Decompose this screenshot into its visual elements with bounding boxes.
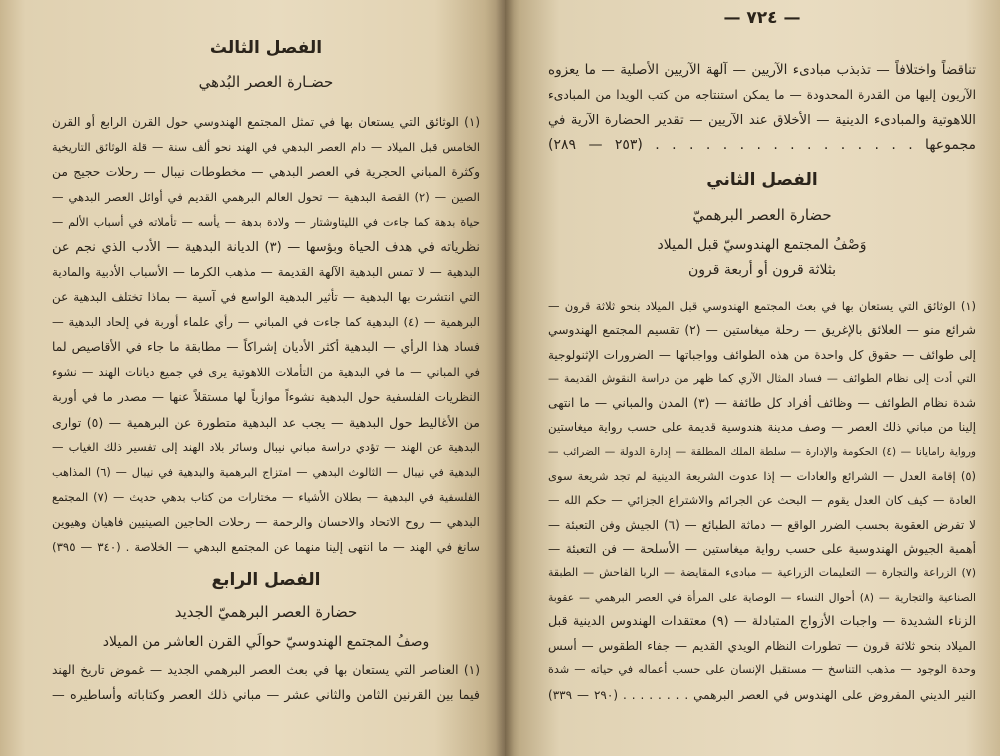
text-line: فساد هذا الرأي — البدهية أكثر الأديان إشراكاً — مطابقة ما جاء في الأقاصيص لما bbox=[52, 340, 480, 354]
text-line: فيما بين القرنين الثامن والثاني عشر — مباني ذلك العصر وكتاباته وأساطيره — bbox=[52, 688, 480, 703]
text-line: (٧) الزراعة والتجارة — التعليمات الزراعية — مبادىء المقايضة — الربا الفاحش — الطبقة bbox=[548, 566, 976, 580]
text-line: (١) العناصر التي يستعان بها في بعث العصر البرهمي الجديد — غموض تاريخ الهند bbox=[52, 663, 480, 677]
text-line: التي أدت إلى نظام الطوائف — فساد المثال الآري كما ظهر من دراسة النقوش القديمة — bbox=[548, 371, 976, 385]
previous-chapter-summary-end bbox=[548, 58, 976, 158]
text-line: نظرياته في هدف الحياة وبؤسها — (٣) الديانة البدهية — الأدب الذي نجم عن bbox=[52, 240, 480, 255]
chapter-heading: الفصل الثالث bbox=[209, 38, 323, 58]
text-line: في المباني — ما في البدهية من التأملات اللاهوتية يرى في جميع ديانات الهند — نشوء bbox=[52, 365, 480, 379]
text-line: (٥) إقامة العدل — الشرائع والعادات — إذا عدوت الشريعة الدينية لم تجد شريعة سوى bbox=[548, 469, 976, 484]
text-line: سانغ في الهند — ما انتهى إلينا منهما عن المجتمع البدهي — الخلاصة . (٣٤٠ — ٣٩٥) bbox=[52, 540, 480, 554]
text-line: الزناء الشديدة — واجبات الأزواج المتبادلة — (٩) معتقدات الهندوس الدينية قبل bbox=[548, 613, 976, 629]
text-line: شدة نظام الطوائف — وظائف أفراد كل طائفة — (٣) المدن والمباني — ما انتهى bbox=[548, 396, 976, 411]
chapter-title: حضارة العصر البرهميّ الجديد bbox=[174, 603, 358, 621]
text-line: من الأغاليط حول البدهية — يجب عد البدهية متطورة عن البرهمية — (٥) توارى bbox=[52, 415, 480, 430]
text-line: شرائع منو — العلائق بالإغريق — رحلة ميغاستين — (٢) تقسيم المجتمع الهندوسي bbox=[548, 323, 976, 338]
text-line: لا تفرض العقوبة بحسب الضرر الواقع — دماثة الطبائع — (٦) الجيش وفن التعبئة — bbox=[548, 517, 976, 532]
text-line: حياة بدهة كما جاءت في الليتاوشتار — ولادة بدهة — يأسه — تأملاته في أسباب الألم — bbox=[52, 216, 480, 229]
text-line: العادة — كيف كان العدل يقوم — البحث عن الجرائم والاشتراع الجزائي — حكم الله — bbox=[548, 493, 976, 508]
chapter-summary bbox=[52, 110, 480, 560]
chapter-summary bbox=[52, 658, 480, 708]
text-line: ورواية رامايانا — (٤) الحكومة والإدارة — سلطة الملك المطلقة — إدارة الدولة — الضرائب — bbox=[548, 445, 976, 458]
chapter-subtitle: بثلاثة قرون أو أربعة قرون bbox=[687, 262, 837, 278]
text-line: البدهي — روح الاتحاد والاحسان والرحمة — رحلات الحاجين الصينيين فاهيان وهيوين bbox=[52, 515, 480, 529]
text-line: إلينا من مباني ذلك العصر — وصف مدينة هندوسية قديمة على حسب رواية ميغاستين bbox=[548, 420, 976, 435]
text-line: إلى طوائف — حقوق كل واحدة من هذه الطوائف وواجباتها — الضرورات الإثنولوجية bbox=[548, 347, 976, 362]
book-spine-shadow bbox=[496, 0, 514, 756]
text-line: البدهية عن الهند — تؤدي دراسة مباني نيبال وسائر بلاد الهند إلى تفسير ذلك الغياب — bbox=[52, 440, 480, 454]
chapter-heading: الفصل الرابع bbox=[211, 570, 321, 590]
text-line: الفلسفية في البدهية — بطلان الأشياء — مختارات من كتاب بدهي حديث — (٧) المجتمع bbox=[52, 491, 480, 504]
text-line: النير الديني المفروض على الهندوس في العصر البرهمي . . . . . . . . (٢٩٠ — ٣٣٩) bbox=[548, 687, 976, 702]
text-line: الآريون إليها من القدرة المحدودة — ما يمكن استنتاجه من كتب الويدا من المبادىء bbox=[548, 88, 976, 102]
text-line: الميلاد بنحو ثلاثة قرون — تطورات النظام الويدي القديم — جفاء الطقوس — أسس bbox=[548, 639, 976, 654]
text-line: مجموعها . . . . . . . . . . . . . . . . (٢٥٣ — ٢٨٩) bbox=[548, 137, 976, 153]
text-line: التي انتشرت بها البدهية — تأثير البدهية الواسع في آسية — بماذا تختلف البدهية عن bbox=[52, 290, 480, 304]
text-line: النظريات الفلسفية حول البدهية نشوءاً موازياً لها مستقلاً عنها — مصدر ما في أوربة bbox=[52, 390, 480, 404]
text-line: الخامس قبل الميلاد — دام العصر البدهي في الهند نحو ألف سنة — قلة الوثائق التاريخية bbox=[52, 141, 480, 154]
text-line: أهمية الجيوش الهندوسية على حسب رواية ميغاستين — الأسلحة — فن التعبئة — bbox=[548, 541, 976, 556]
text-line: الصناعية والتجارية — (٨) أحوال النساء — الوصاية على المرأة في العصر البرهمي — عقوبة bbox=[548, 590, 976, 604]
chapter-title: حضـارة العصر البُدهي bbox=[198, 73, 334, 91]
chapter-subtitle: وَصْفُ المجتمع الهندوسيّ قبل الميلاد bbox=[657, 237, 867, 253]
text-line: الصين — (٢) القصة البدهية — تحول العالم البرهمي القديم في أوائل العصر البدهي — bbox=[52, 190, 480, 204]
text-line: البرهمية — (٤) البدهية كما جاءت في المباني — رأي علماء أوربة في إلحاد البدهية — bbox=[52, 315, 480, 329]
right-page bbox=[505, 0, 1000, 756]
text-line: (١) الوثائق التي يستعان بها في بعث المجتمع الهندوسي قبل الميلاد بنحو ثلاثة قرون — bbox=[548, 299, 976, 313]
text-line: وكثرة المباني الحجرية في العصر البدهي — مخطوطات نيبال — رحلات حجيج من bbox=[52, 165, 480, 179]
text-line: البدهية في نيبال — الثالوث البدهي — امتزاج البرهمية والبدهية في نيبال — (٦) المذاهب bbox=[52, 466, 480, 479]
text-line: البدهية — لا تمس البدهية الآلهة القديمة — مذهب الكرما — الأسباب الأدبية والمادية bbox=[52, 265, 480, 279]
chapter-subtitle: وصفُ المجتمع الهندوسيّ حوالَي القرن العاشر من الميلاد bbox=[102, 634, 430, 650]
chapter-title: حضارة العصر البرهميّ bbox=[692, 206, 832, 224]
text-line: وحدة الوجود — مذهب التناسخ — مستقبل الإنسان على حسب أعماله في حياته — شدة bbox=[548, 663, 976, 677]
text-line: تناقضاً واختلافاً — تذبذب مبادىء الآريين — آلهة الآريين الأصلية — ما يعزوه bbox=[548, 62, 976, 78]
text-line: اللاهوتية والمبادىء الدينية — الأخلاق عند الآريين — تقدير الحضارة الآرية في bbox=[548, 113, 976, 128]
text-line: (١) الوثائق التي يستعان بها في تمثل المجتمع الهندوسي حول القرن الرابع أو القرن bbox=[52, 115, 480, 129]
chapter-heading: الفصل الثاني bbox=[706, 170, 818, 190]
page-number: — ٧٢٤ — bbox=[723, 8, 801, 28]
chapter-summary bbox=[548, 294, 976, 707]
